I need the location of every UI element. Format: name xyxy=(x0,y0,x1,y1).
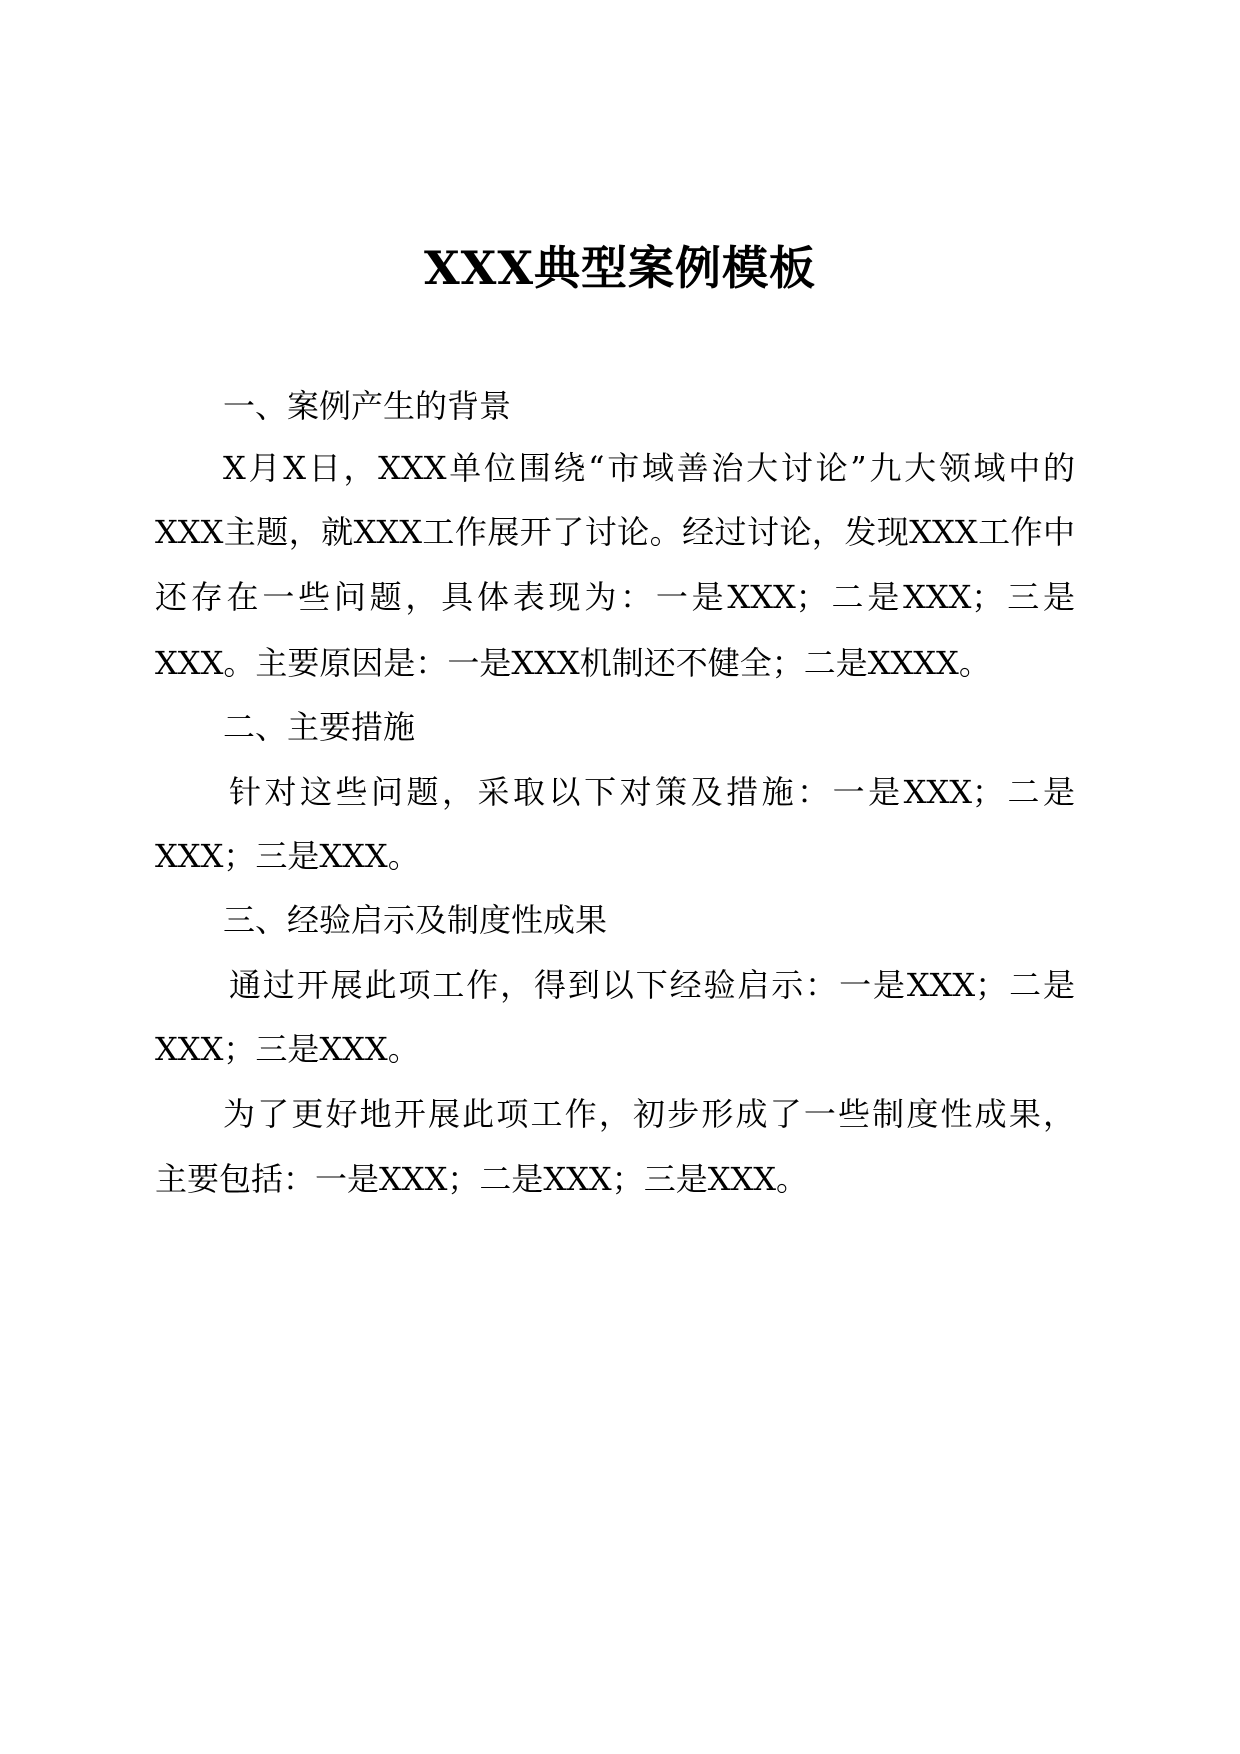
paragraph-line: X月X日，XXX单位围绕“市域善治大讨论”九大领域中的 xyxy=(223,449,1075,487)
document-title: XXX典型案例模板 xyxy=(423,241,817,295)
paragraph-line: 为了更好地开展此项工作，初步形成了一些制度性成果， xyxy=(223,1095,1075,1133)
paragraph-line: 主要包括：一是XXX；二是XXX；三是XXX。 xyxy=(155,1160,809,1198)
paragraph-line: XXX主题，就XXX工作展开了讨论。经过讨论，发现XXX工作中 xyxy=(155,513,1075,551)
paragraph-line: XXX；三是XXX。 xyxy=(155,837,420,875)
paragraph-line: XXX；三是XXX。 xyxy=(155,1030,420,1068)
section-heading-measures: 二、主要措施 xyxy=(223,708,416,746)
paragraph-line: 通过开展此项工作，得到以下经验启示：一是XXX；二是 xyxy=(229,966,1075,1004)
paragraph-line: 针对这些问题，采取以下对策及措施：一是XXX；二是 xyxy=(229,773,1075,811)
section-heading-background: 一、案例产生的背景 xyxy=(223,387,512,425)
section-heading-experience: 三、经验启示及制度性成果 xyxy=(223,901,608,939)
paragraph-line: 还存在一些问题，具体表现为：一是XXX；二是XXX；三是 xyxy=(155,578,1075,616)
paragraph-line: XXX。主要原因是：一是XXX机制还不健全；二是XXXX。 xyxy=(155,644,991,682)
